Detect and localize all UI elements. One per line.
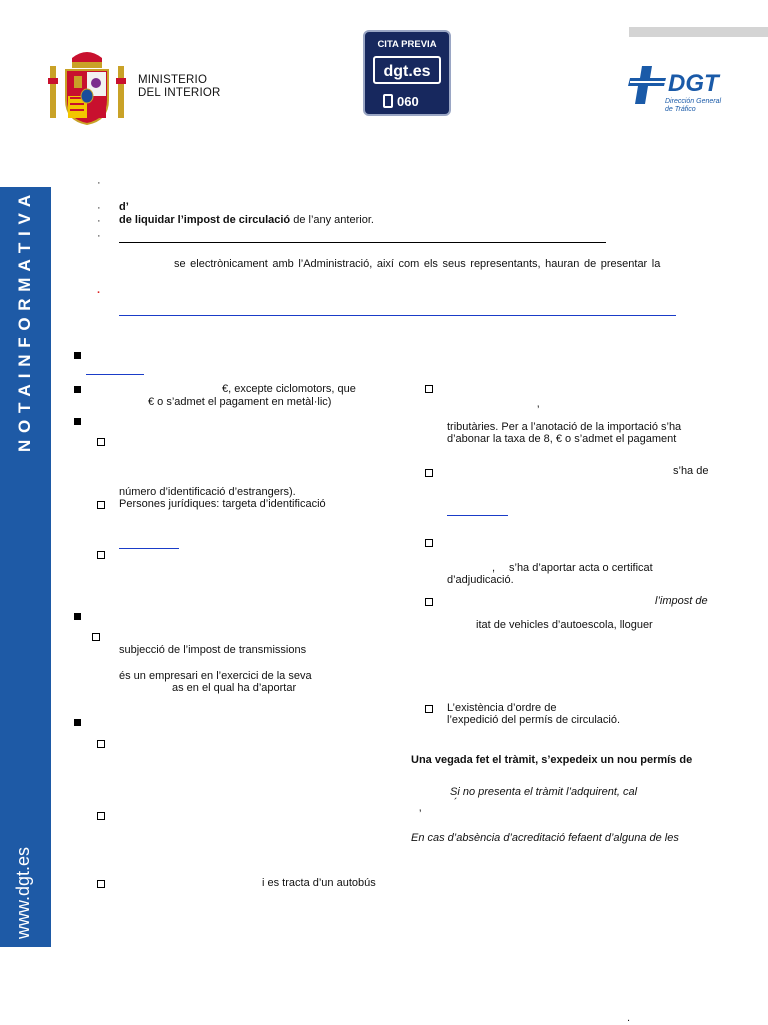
open-square-bullet [97,740,105,748]
fee-text: €, excepte ciclomotors, que [222,383,356,395]
sidebar-website[interactable]: www.dgt.es [13,846,33,939]
hyperlink-underline[interactable] [447,515,508,516]
fee-text-2: € o s’admet el pagament en metàl·lic) [148,396,332,408]
ministry-name-line2: DEL INTERIOR [138,87,221,99]
una-vegada-text: Una vegada fet el tràmit, s’expedeix un nou permís de [411,754,693,766]
cita-previa-badge[interactable] [363,30,451,116]
open-square-bullet [425,598,433,606]
taxa-text: d’abonar la taxa de 8, € o s’admet el pagament [447,433,677,445]
open-square-bullet [97,880,105,888]
open-square-bullet [97,551,105,559]
header-grey-bar [629,27,768,37]
open-square-bullet [97,438,105,446]
square-bullet [74,352,81,359]
open-square-bullet [425,539,433,547]
tributaries-text: tributàries. Per a l’anotació de la importació s’ha [447,421,682,433]
cita-previa-title: CITA PREVIA [377,39,437,50]
dgt-logo-text: DGT [668,70,719,97]
text-d: d’ [119,201,129,213]
expedicio-text: l’expedició del permís de circulació. [447,714,621,726]
open-square-bullet [97,812,105,820]
red-dot: . [97,284,101,296]
accent-mark: ´ [454,797,458,809]
en-cas-text: En cas d’absència d’acreditació fefaent d’alguna de les [411,832,679,844]
si-no-text: Si no presenta el tràmit l’adquirent, cal [450,786,638,798]
open-square-bullet [97,501,105,509]
footer-dot: . [627,1012,631,1024]
subjeccio-text: subjecció de l’impost de transmissions [119,644,307,656]
bullet-dot: · [97,215,101,227]
square-bullet [74,418,81,425]
adjudicacio-text: d’adjudicació. [447,574,514,586]
bullet-dot: · [97,177,101,189]
square-bullet [74,386,81,393]
hyperlink-underline[interactable] [86,374,144,375]
impost-de-text: l’impost de [655,595,708,607]
ordre-text: L’existència d’ordre de [447,702,557,714]
open-square-bullet [425,385,433,393]
underline-rule [119,242,606,243]
square-bullet [74,719,81,726]
acta-text: s’ha d’aportar acta o certificat [509,562,653,574]
persones-juridiques: Persones jurídiques: targeta d’identificació [119,498,326,510]
sidebar-band [0,187,51,947]
autobus-text: i es tracta d’un autobús [262,877,376,889]
sha-de-text: s’ha de [673,465,709,477]
dgt-logo-subtitle: Dirección General de Tráfico [665,98,722,113]
cita-previa-phone: 060 [397,94,419,109]
dgt-cross-icon [628,66,668,106]
apostrophe-mark: ’ [537,404,540,416]
empresari-text: és un empresari en l’exercici de la seva [119,670,312,682]
ministry-name-line1: MINISTERIO [138,74,208,86]
cita-previa-web: dgt.es [373,56,441,84]
sidebar-nota-informativa: N O T A I N F O R M A T I V A [15,193,34,452]
hyperlink-underline[interactable] [119,548,179,549]
bullet-dot: · [97,230,101,242]
paragraph-electronic: se electrònicament amb l’Administració, així com els seus representants, hauran de presentar la [174,258,661,270]
open-square-bullet [425,469,433,477]
ha-daportar-text: as en el qual ha d’aportar [172,682,297,694]
open-square-bullet [425,705,433,713]
autoescola-text: itat de vehicles d’autoescola, lloguer [476,619,653,631]
hyperlink-underline[interactable] [119,315,676,316]
acta-comma: , [492,562,496,574]
apostrophe-mark-2: ’ [419,808,422,820]
text-liquidar: de liquidar l’impost de circulació de l’any anterior. [119,214,374,226]
bullet-dot: · [97,202,101,214]
spain-coat-of-arms-logo [46,48,128,126]
numero-identificacio: número d’identificació d’estrangers). [119,486,296,498]
phone-icon [383,94,393,108]
open-square-bullet [92,633,100,641]
square-bullet [74,613,81,620]
